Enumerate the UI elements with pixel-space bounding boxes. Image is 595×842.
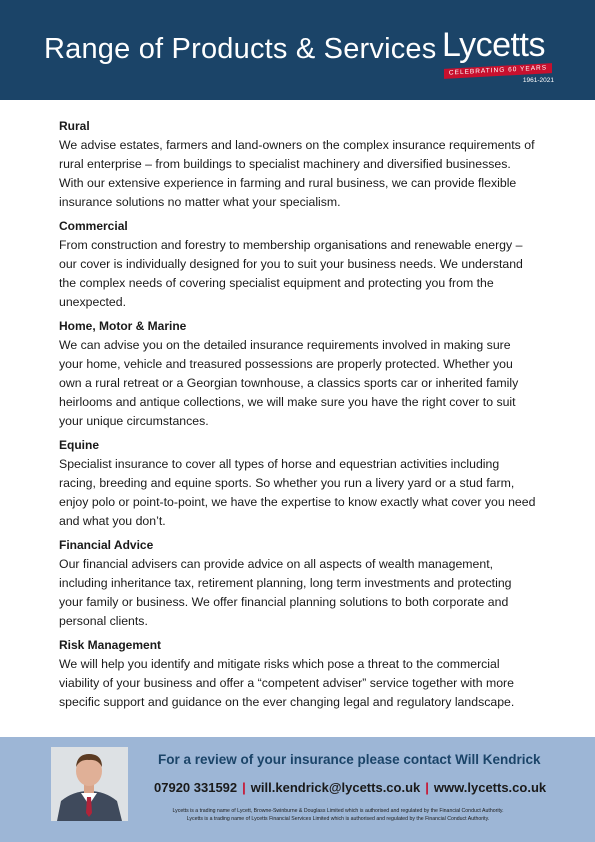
website-link[interactable]: www.lycetts.co.uk [433,780,547,795]
email-link[interactable]: will.kendrick@lycetts.co.uk [250,780,421,795]
contact-heading: For a review of your insurance please contact Will Kendrick [158,752,541,767]
legal-notice-1: Lycetts is a trading name of Lycett, Browne-Swinburne & Douglass Limited which is authorised and regulated by the Financial Conduct Authority. [172,808,504,814]
logo-anniversary-band: CELEBRATING 60 YEARS [444,63,552,79]
separator: | [242,780,246,795]
page-header [0,0,595,100]
contact-details [154,780,546,795]
section-heading: Equine [59,438,100,452]
legal-notice-2: Lycetts is a trading name of Lycetts Financial Services Limited which is authorised and regulated by the Financial Conduct Authority. [186,816,490,822]
section-body: Our financial advisers can provide advice on all aspects of wealth management, including inheritance tax, retirement planning, long term investments and protecting your family or business. We offer financial planning solutions to both corporate and personal clients. [59,557,512,628]
section-heading: Risk Management [59,638,162,652]
contact-photo [51,747,128,821]
portrait-image [51,747,128,821]
section-body: From construction and forestry to membership organisations and renewable energy – our cover is individually designed for you to suit your business needs. We understand the complex needs of covering specialist equipment and protecting you from the unexpected. [59,238,523,309]
section-equine [59,435,537,531]
page-title: Range of Products & Services [44,33,437,65]
section-heading: Commercial [59,219,128,233]
logo-years: 1961-2021 [522,77,554,84]
section-heading: Home, Motor & Marine [59,319,187,333]
section-heading: Rural [59,119,90,133]
logo-wordmark: Lycetts [442,26,545,64]
phone-number[interactable]: 07920 331592 [154,780,238,795]
section-risk-management [59,635,537,712]
section-body: Specialist insurance to cover all types of horse and equestrian activities including racing, breeding and equine sports. So whether you run a livery yard or a stud farm, enjoy polo or point-to-point, we have the expertise to know exactly what cover you need and what you don’t. [59,457,536,528]
contact-footer [0,737,595,842]
section-home-motor-marine [59,316,537,431]
section-rural [59,116,537,212]
section-commercial [59,216,537,312]
section-heading: Financial Advice [59,538,154,552]
section-body: We will help you identify and mitigate risks which pose a threat to the commercial viability of your business and offer a “competent adviser” service together with more specific support and guidance on the ever changing legal and regulatory landscape. [59,657,515,709]
section-body: We can advise you on the detailed insurance requirements involved in making sure your home, vehicle and treasured possessions are properly protected. Whether you own a rural retreat or a Georgian townhouse, a classics sports car or inherited family heirlooms and antique collections, we will make sure you have the right cover to suit your unique circumstances. [59,338,519,428]
separator: | [425,780,429,795]
lycetts-logo [440,26,560,86]
section-financial-advice [59,535,537,631]
services-list [59,116,537,716]
section-body: We advise estates, farmers and land-owners on the complex insurance requirements of rural enterprise – from buildings to specialist machinery and diversified businesses. With our extensive experience in farming and rural business, we can provide flexible insurance solutions no matter what your specialism. [59,138,535,209]
